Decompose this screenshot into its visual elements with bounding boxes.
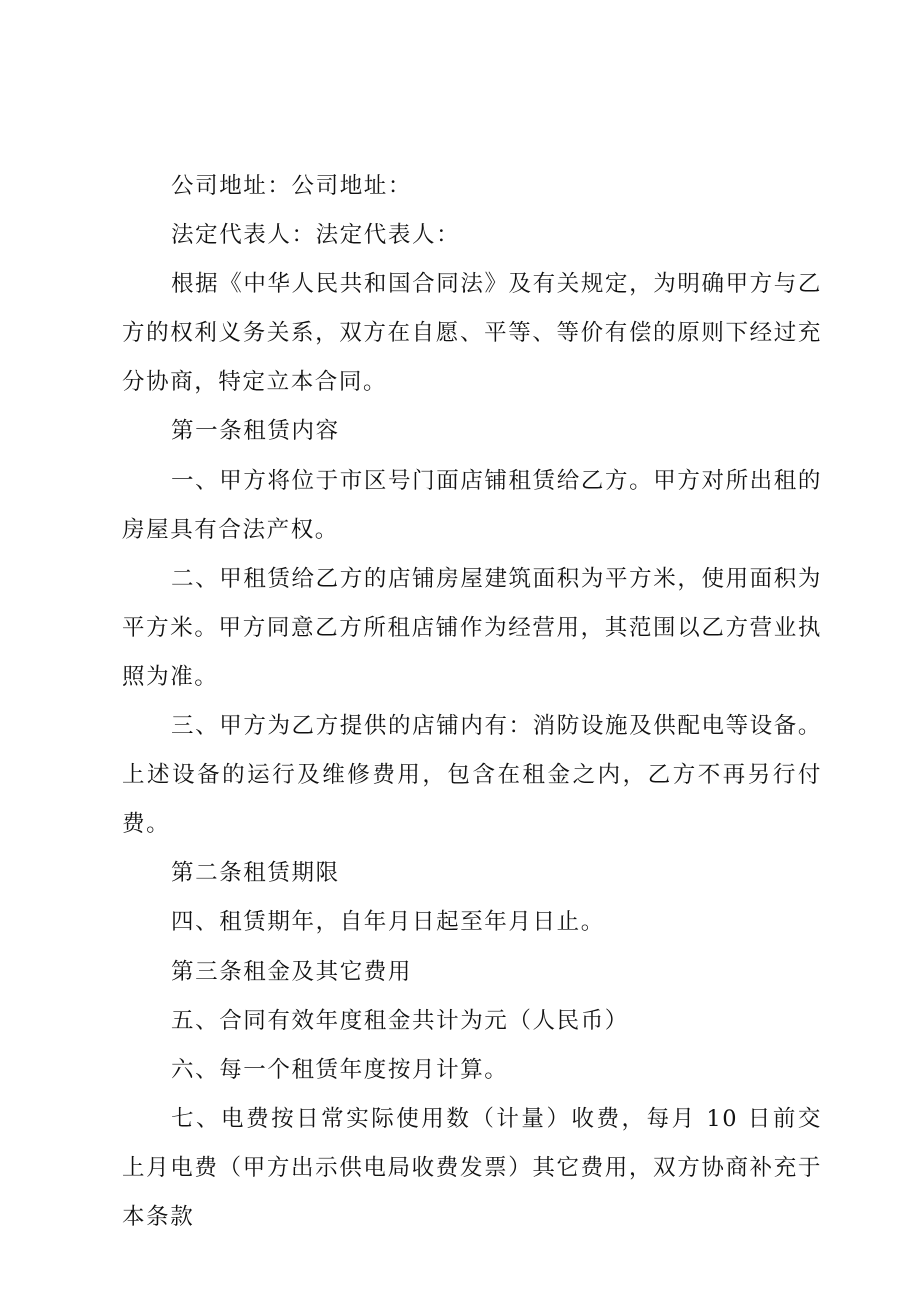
- clause-2-paragraph: 二、甲租赁给乙方的店铺房屋建筑面积为平方米，使用面积为平方米。甲方同意乙方所租店铺作为经营用，其范围以乙方营业执照为准。: [122, 565, 822, 690]
- preamble-paragraph: 根据《中华人民共和国合同法》及有关规定，为明确甲方与乙方的权利义务关系，双方在自愿、平等、等价有偿的原则下经过充分协商，特定立本合同。: [122, 271, 822, 396]
- clause-5-paragraph: 五、合同有效年度租金共计为元（人民币）: [171, 1007, 629, 1034]
- clause-4-paragraph: 四、租赁期年，自年月日起至年月日止。: [171, 909, 605, 936]
- article-1-heading: 第一条租赁内容: [171, 418, 340, 445]
- clause-3-paragraph: 三、甲方为乙方提供的店铺内有：消防设施及供配电等设备。上述设备的运行及维修费用，包含在租金之内，乙方不再另行付费。: [122, 713, 822, 838]
- company-address-line: 公司地址：公司地址：: [171, 173, 413, 199]
- clause-1-paragraph: 一、甲方将位于市区号门面店铺租赁给乙方。甲方对所出租的房屋具有合法产权。: [122, 467, 822, 543]
- article-3-heading: 第三条租金及其它费用: [171, 958, 413, 985]
- clause-6-paragraph: 六、每一个租赁年度按月计算。: [171, 1056, 509, 1083]
- article-2-heading: 第二条租赁期限: [171, 860, 340, 887]
- legal-representative-line: 法定代表人：法定代表人：: [171, 222, 461, 249]
- clause-7-paragraph: 七、电费按日常实际使用数（计量）收费，每月 10 日前交上月电费（甲方出示供电局收费发票）其它费用，双方协商补充于本条款: [122, 1105, 822, 1230]
- document-body: [122, 162, 822, 1242]
